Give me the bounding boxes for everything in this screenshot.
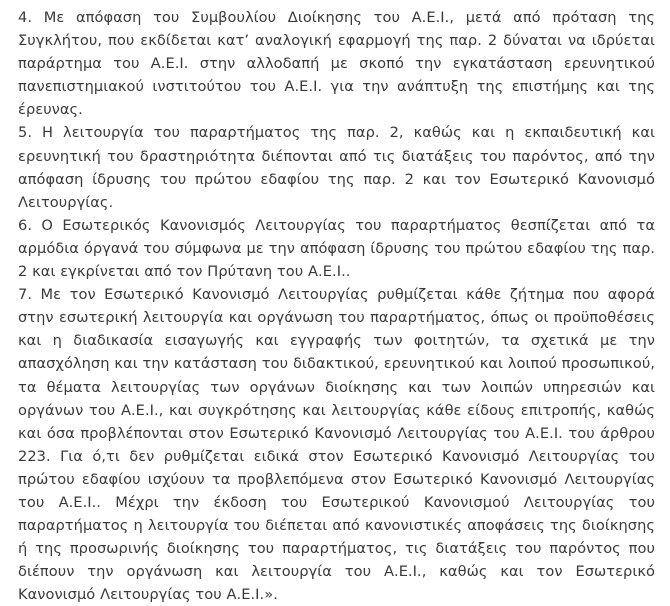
paragraph-7: 7. Με τον Εσωτερικό Κανονισμό Λειτουργίας ρυθμίζεται κάθε ζήτημα που αφορά στην εσωτερική λειτουργία και οργάνωση του παραρτήματος, όπως οι προϋποθέσεις και η διαδικασία εισαγωγής και εγγραφής των φοιτητών, τα σχετικά με την απασχόληση και την κατάσταση του διδακτικού, ερευνητικού και λοιπού προσωπικού, τα θέματα λειτουργίας των οργάνων διοίκησης και των λοιπών υπηρεσιών και οργάνων του Α.Ε.Ι., και συγκρότησης και λειτουργίας κάθε είδους επιτροπής, καθώς και όσα προβλέπονται στον Εσωτερικό Κανονισμό Λειτουργίας του Α.Ε.Ι. του άρθρου 223. Για ό,τι δεν ρυθμίζεται ειδικά στον Εσωτερικό Κανονισμό Λειτουργίας του πρώτου εδαφίου ισχύουν τα προβλεπόμενα στον Εσωτερικό Κανονισμό Λειτουργίας του Α.Ε.Ι.. Μέχρι την έκδοση του Εσωτερικού Κανονισμού Λειτουργίας του παραρτήματος η λειτουργία του διέπεται από κανονιστικές αποφάσεις της διοίκησης ή της προσωρινής διοίκησης του παραρτήματος, τις διατάξεις του παρόντος που διέπουν την οργάνωση και λειτουργία του Α.Ε.Ι., καθώς και τον Εσωτερικό Κανονισμό Λειτουργίας του Α.Ε.Ι.». — [18, 286, 655, 604]
paragraph-5: 5. Η λειτουργία του παραρτήματος της παρ. 2, καθώς και η εκπαιδευτική και ερευνητική του δραστηριότητα διέπονται από τις διατάξεις του παρόντος, από την απόφαση ίδρυσης του πρώτου εδαφίου της παρ. 2 και τον Εσωτερικό Κανονισμό Λειτουργίας. — [18, 124, 655, 211]
paragraph-4: 4. Με απόφαση του Συμβουλίου Διοίκησης του Α.Ε.Ι., μετά από πρόταση της Συγκλήτου, που εκδίδεται κατ’ αναλογική εφαρμογή της παρ. 2 δύναται να ιδρύεται παράρτημα του Α.Ε.Ι. στην αλλοδαπή με σκοπό την εγκατάσταση ερευνητικού πανεπιστημιακού ινστιτούτου του Α.Ε.Ι. για την ανάπτυξη της επιστήμης και της έρευνας. — [18, 9, 655, 119]
paragraph-6: 6. Ο Εσωτερικός Κανονισμός Λειτουργίας του παραρτήματος θεσπίζεται από τα αρμόδια όργανά του σύμφωνα με την απόφαση ίδρυσης του πρώτου εδαφίου της παρ. 2 και εγκρίνεται από τον Πρύτανη του Α.Ε.Ι.. — [18, 216, 655, 281]
